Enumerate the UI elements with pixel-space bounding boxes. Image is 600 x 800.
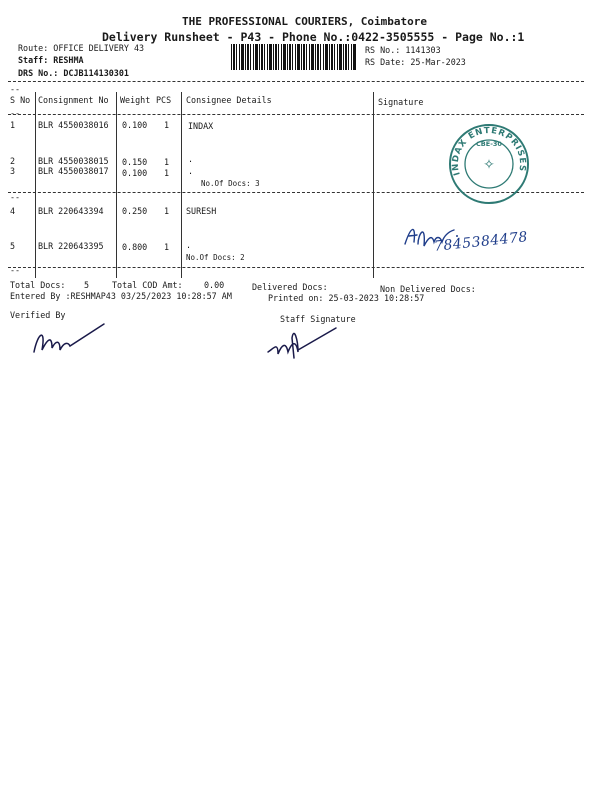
column-header-divider bbox=[8, 114, 584, 115]
table-row: 5 bbox=[10, 241, 16, 251]
rs-number: RS No.: 1141303 bbox=[365, 45, 441, 55]
consignment-number: BLR 4550038016 bbox=[38, 120, 109, 130]
printed-on: Printed on: 25-03-2023 10:28:57 bbox=[268, 293, 425, 303]
col-header-sno: S No bbox=[10, 95, 31, 105]
group-doc-count: No.Of Docs: 3 bbox=[201, 179, 260, 188]
weight-value: 0.100 bbox=[122, 120, 148, 130]
verified-by-label: Verified By bbox=[10, 310, 66, 320]
total-docs-value: 5 bbox=[84, 280, 90, 290]
table-row: 4 bbox=[10, 206, 16, 216]
dash-mark: -- bbox=[10, 192, 21, 202]
runsheet-subtitle: Delivery Runsheet - P43 - Phone No.:0422-3505555 - Page No.:1 bbox=[102, 30, 525, 44]
staff-label: Staff: RESHMA bbox=[18, 55, 84, 65]
col-header-consignment: Consignment No bbox=[38, 95, 109, 105]
col-header-weight: Weight bbox=[120, 95, 151, 105]
dash-mark: -- bbox=[10, 84, 21, 94]
pcs-value: 1 bbox=[164, 242, 170, 252]
col-header-pcs: PCS bbox=[156, 95, 172, 105]
total-cod-label: Total COD Amt: bbox=[112, 280, 183, 290]
weight-value: 0.150 bbox=[122, 157, 148, 167]
column-rule bbox=[181, 92, 182, 278]
weight-value: 0.250 bbox=[122, 206, 148, 216]
drs-number: DRS No.: DCJB114130301 bbox=[18, 68, 129, 78]
verifier-signature bbox=[30, 318, 110, 360]
stamp-ring-text: INDAX ENTERPRISES bbox=[450, 125, 528, 177]
weight-value: 0.800 bbox=[122, 242, 148, 252]
consignee-name: . bbox=[186, 240, 192, 250]
staff-signature-label: Staff Signature bbox=[280, 314, 356, 324]
col-header-signature: Signature bbox=[378, 97, 424, 107]
entered-by: Entered By :RESHMAP43 03/25/2023 10:28:57 AM bbox=[10, 291, 232, 301]
pcs-value: 1 bbox=[164, 168, 170, 178]
table-bottom-divider bbox=[8, 267, 584, 268]
table-row: 1 bbox=[10, 120, 16, 130]
consignee-name: INDAX bbox=[188, 121, 214, 131]
company-stamp bbox=[448, 123, 530, 205]
dash-mark: -- bbox=[10, 265, 21, 275]
col-header-consignee: Consignee Details bbox=[186, 95, 272, 105]
table-row: 3 bbox=[10, 166, 16, 176]
non-delivered-docs-label: Non Delivered Docs: bbox=[380, 284, 476, 294]
company-title: THE PROFESSIONAL COURIERS, Coimbatore bbox=[182, 15, 428, 28]
dash-mark: -- bbox=[10, 108, 21, 118]
consignment-number: BLR 220643394 bbox=[38, 206, 104, 216]
stamp-star-icon: ✧ bbox=[483, 157, 495, 173]
consignment-number: BLR 220643395 bbox=[38, 241, 104, 251]
consignment-number: BLR 4550038017 bbox=[38, 166, 109, 176]
rs-date: RS Date: 25-Mar-2023 bbox=[365, 57, 466, 67]
column-rule bbox=[373, 92, 374, 278]
group-doc-count: No.Of Docs: 2 bbox=[186, 253, 245, 262]
consignment-number: BLR 4550038015 bbox=[38, 156, 109, 166]
weight-value: 0.100 bbox=[122, 168, 148, 178]
consignee-name: . bbox=[188, 154, 194, 164]
consignee-name: SURESH bbox=[186, 206, 217, 216]
column-rule bbox=[35, 92, 36, 278]
pcs-value: 1 bbox=[164, 120, 170, 130]
staff-signature bbox=[264, 320, 344, 362]
barcode-image bbox=[231, 44, 357, 70]
handwritten-phone: 7845384478 bbox=[433, 229, 529, 255]
table-row: 2 bbox=[10, 156, 16, 166]
route-label: Route: OFFICE DELIVERY 43 bbox=[18, 43, 145, 53]
column-rule bbox=[116, 92, 117, 278]
pcs-value: 1 bbox=[164, 157, 170, 167]
total-docs-label: Total Docs: bbox=[10, 280, 66, 290]
total-cod-value: 0.00 bbox=[204, 280, 225, 290]
delivered-docs-label: Delivered Docs: bbox=[252, 282, 328, 292]
pcs-value: 1 bbox=[164, 206, 170, 216]
consignee-name: . bbox=[188, 166, 194, 176]
header-divider bbox=[8, 81, 584, 82]
stamp-code: CBE-30 bbox=[476, 140, 502, 148]
